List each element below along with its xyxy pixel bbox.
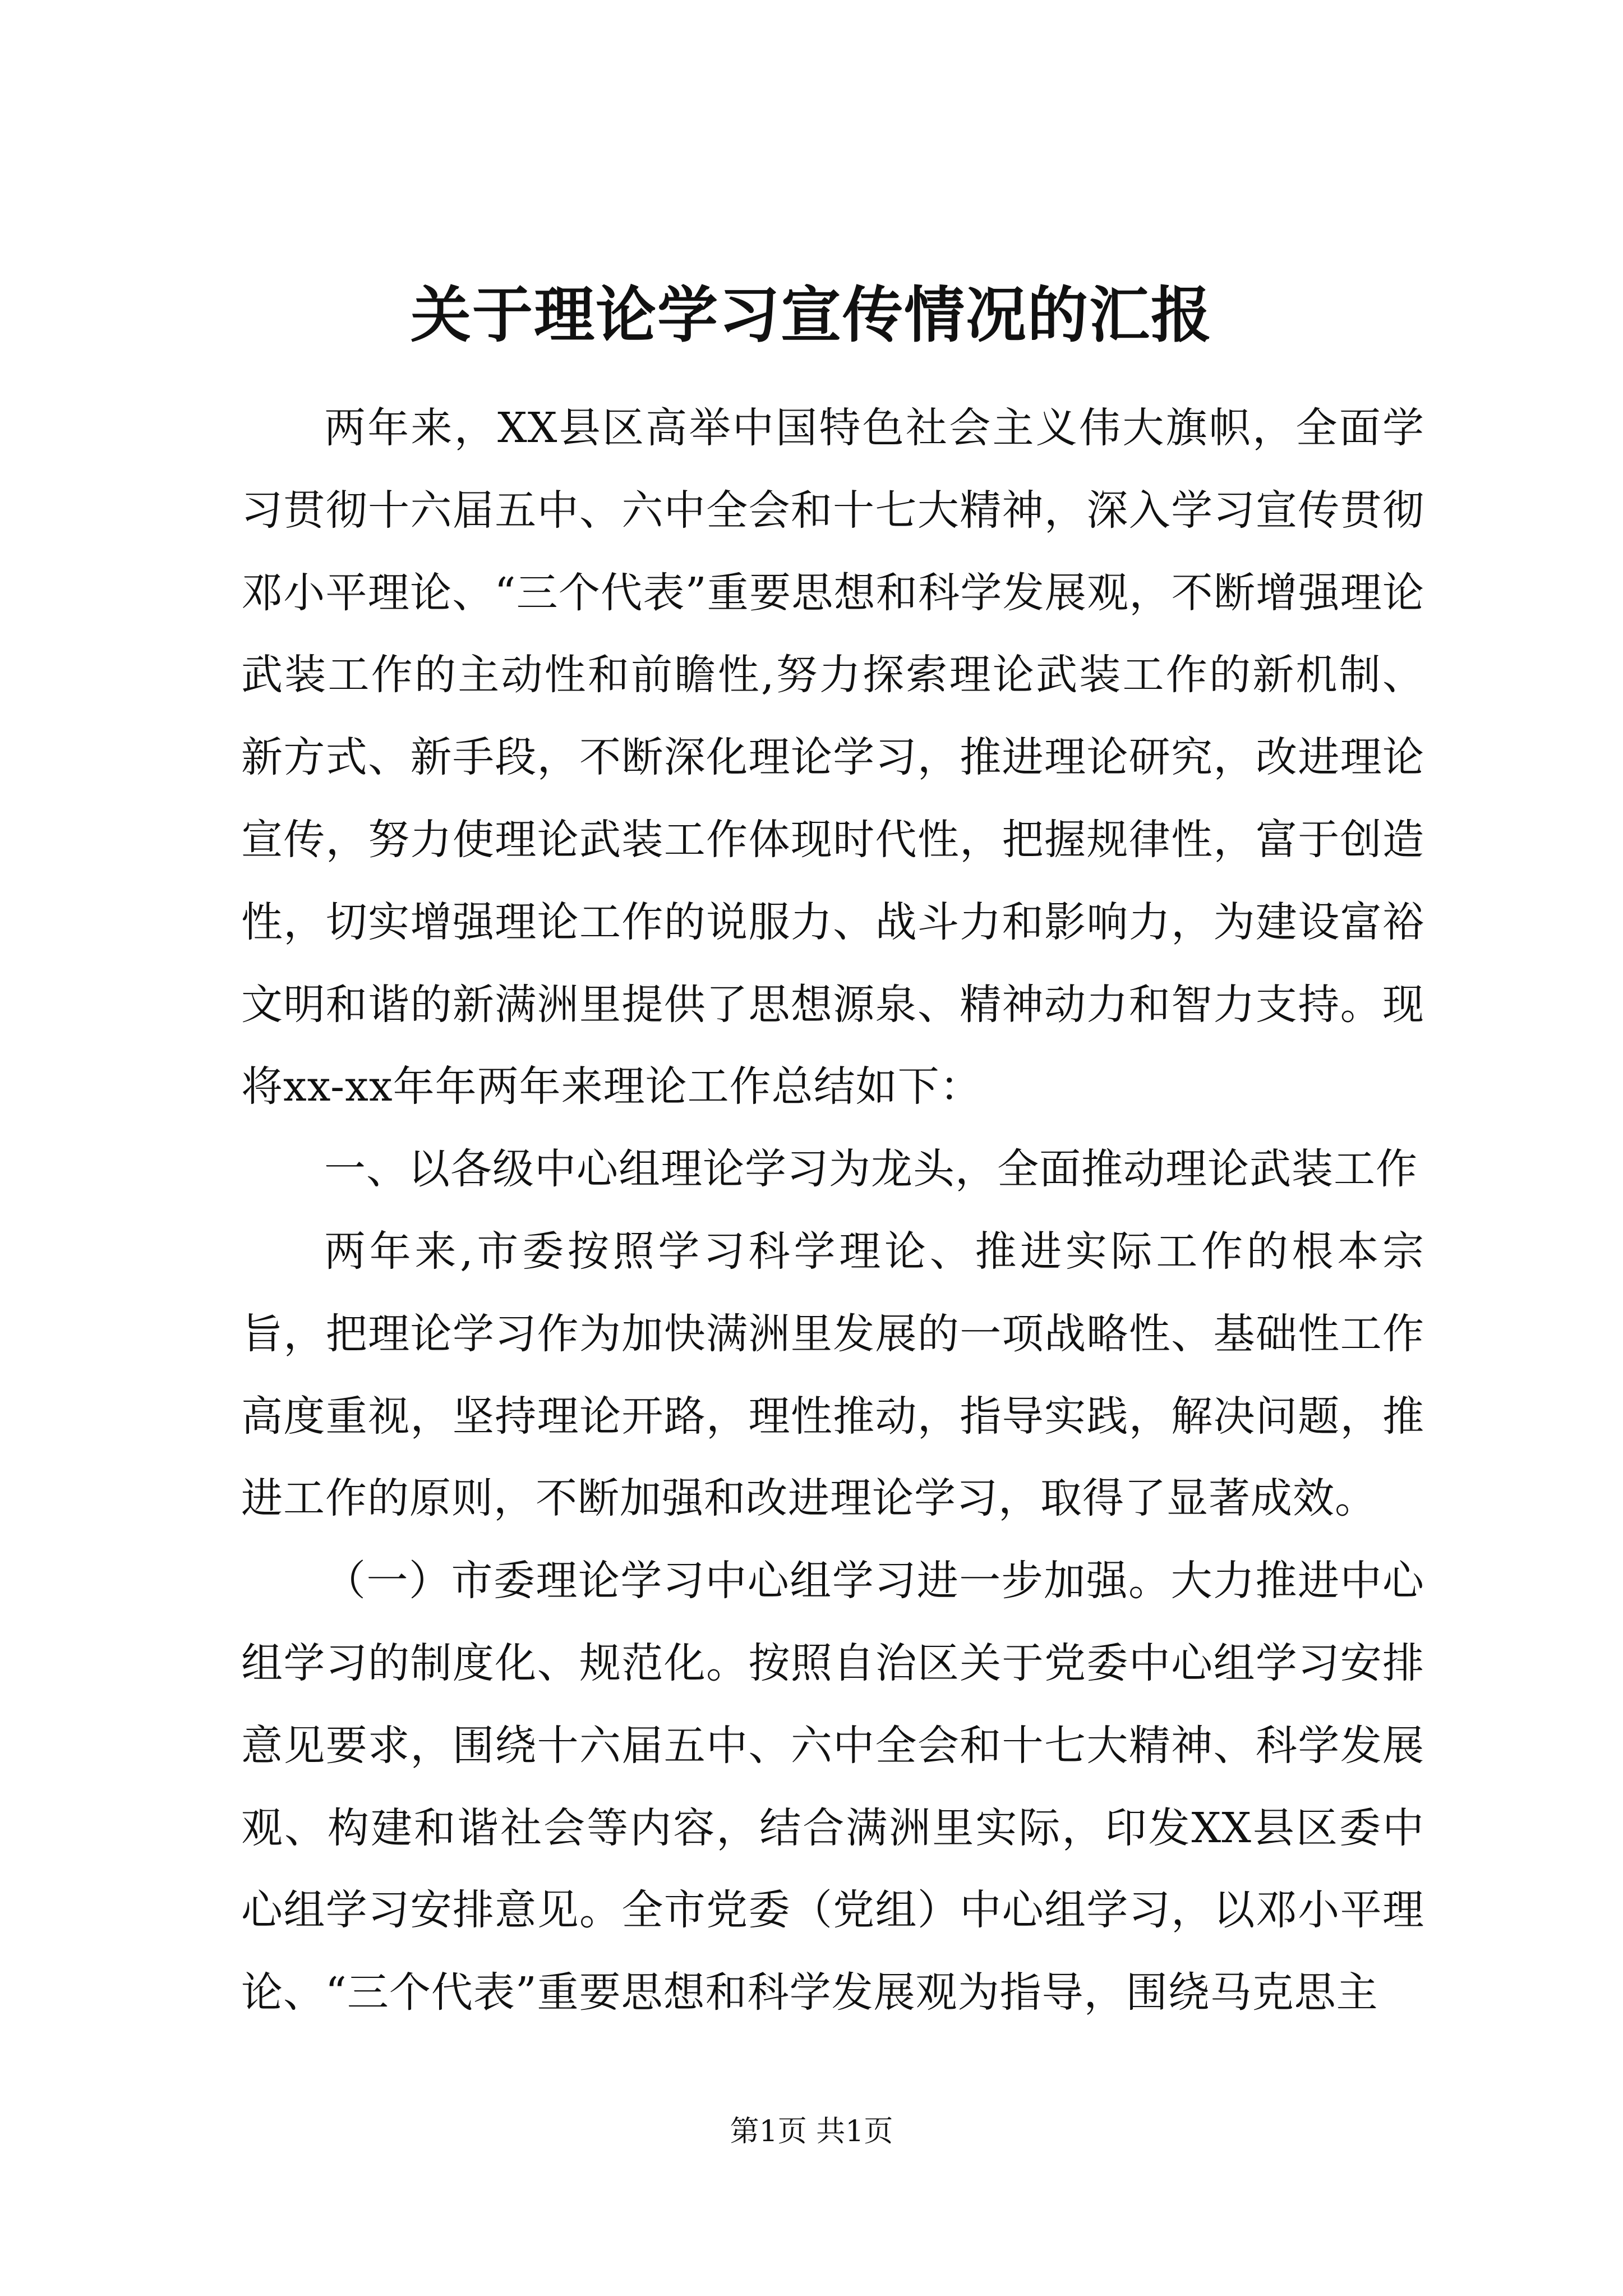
section-heading-1: 一、以各级中心组理论学习为龙头，全面推动理论武装工作	[324, 1145, 1418, 1194]
page-footer: 第1页 共1页	[730, 2115, 893, 2148]
paragraph-section-1: 两年来,市委按照学习科学理论、推进实际工作的根本宗旨，把理论学习作为加快满洲里发展的一项战略性、基础性工作高度重视，坚持理论开路，理性推动，指导实践，解决问题，推进工作的原则，不断加强和改进理论学习，取得了显著成效。	[241, 1227, 1424, 1523]
document-body	[241, 387, 1424, 2034]
document-title: 关于理论学习宣传情况的汇报	[410, 280, 1212, 351]
paragraph-intro: 两年来，XX县区高举中国特色社会主义伟大旗帜，全面学习贯彻十六届五中、六中全会和十七大精神，深入学习宣传贯彻邓小平理论、“三个代表”重要思想和科学发展观，不断增强理论武装工作的主动性和前瞻性,努力探索理论武装工作的新机制、新方式、新手段，不断深化理论学习，推进理论研究，改进理论宣传，努力使理论武装工作体现时代性，把握规律性，富于创造性，切实增强理论工作的说服力、战斗力和影响力，为建设富裕文明和谐的新满洲里提供了思想源泉、精神动力和智力支持。现将xx-xx年年两年来理论工作总结如下：	[241, 404, 1424, 1111]
paragraph-subsection-1: （一）市委理论学习中心组学习进一步加强。大力推进中心组学习的制度化、规范化。按照自治区关于党委中心组学习安排意见要求，围绕十六届五中、六中全会和十七大精神、科学发展观、构建和谐社会等内容，结合满洲里实际，印发XX县区委中心组学习安排意见。全市党委（党组）中心组学习，以邓小平理论、“三个代表”重要思想和科学发展观为指导，围绕马克思主	[241, 1557, 1424, 2017]
